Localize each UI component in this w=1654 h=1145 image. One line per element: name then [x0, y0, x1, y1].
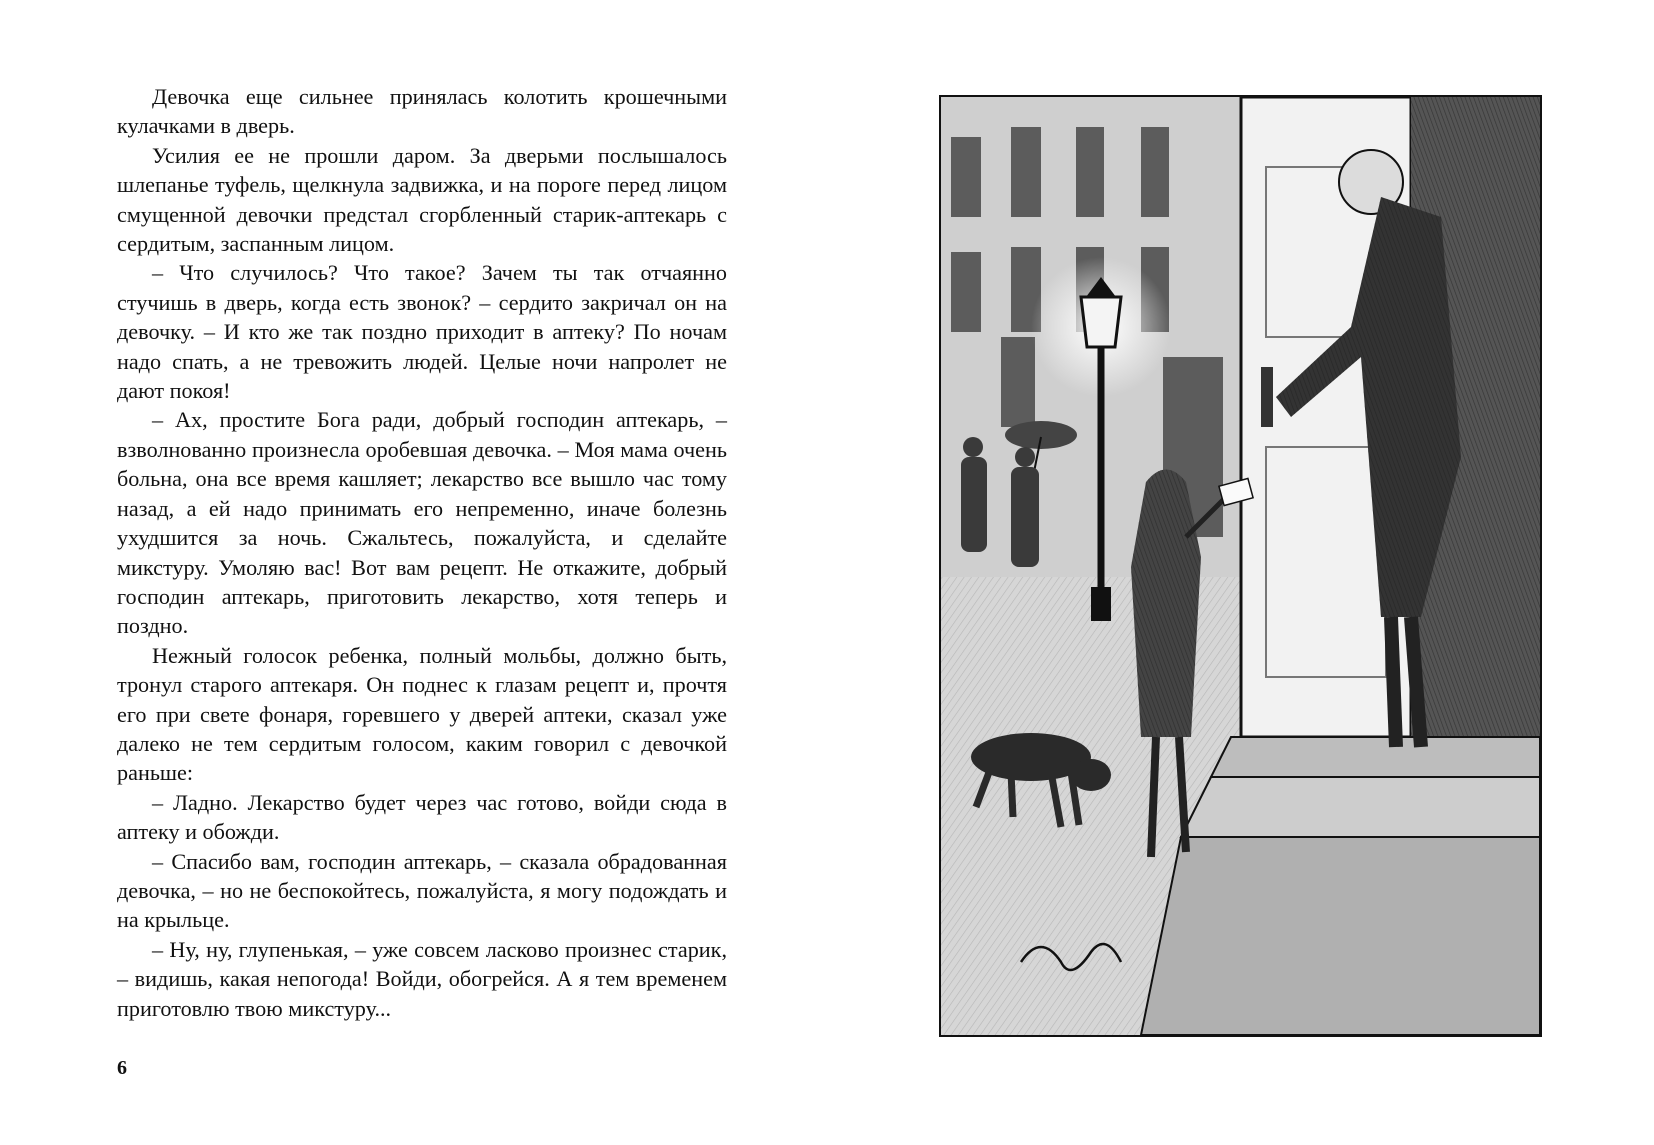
paragraph: Девочка еще сильнее принялась колотить крошечными кулачками в дверь.: [117, 84, 727, 139]
door-handle: [1261, 367, 1273, 427]
paragraph: – Ну, ну, глупенькая, – уже совсем ласково произнес старик, – видишь, какая непогода! Войди, обогрейся. А я тем временем приготовлю твою микстуру...: [117, 936, 727, 1021]
text-column: [117, 82, 727, 1023]
paragraph: – Ах, простите Бога ради, добрый господин аптекарь, – взволнованно произнесла оробевшая девочка. – Моя мама очень больна, она все время кашляет; лекарство все вышло час тому назад, а ей надо принимать его непременно, иначе болезнь ухудшится за ночь. Сжальтесь, пожалуйста, и сделайте микстуру. Умоляю вас! Вот вам рецепт. Не откажите, добрый господин аптекарь, приготовить лекарство, хотя теперь и поздно.: [117, 407, 727, 639]
page-number: 6: [117, 1057, 127, 1079]
paragraph: – Спасибо вам, господин аптекарь, – сказала обрадованная девочка, – но не беспокойтесь, пожалуйста, я могу подождать и на крыльце.: [117, 848, 727, 933]
illustration: [939, 95, 1542, 1037]
paragraph: – Ладно. Лекарство будет через час готово, войди сюда в аптеку и обожди.: [117, 789, 727, 845]
paragraph: – Что случилось? Что такое? Зачем ты так отчаянно стучишь в дверь, когда есть звонок? – сердито закричал он на девочку. – И кто же так поздно приходит в аптеку? По ночам надо спать, а не тревожить людей. Целые ночи напролет не дают покоя!: [117, 260, 727, 404]
paragraph: Усилия ее не прошли даром. За дверьми послышалось шлепанье туфель, щелкнула задвижка, и на пороге перед лицом смущенной девочки предстал сгорбленный старик-аптекарь с сердитым, заспанным лицом.: [117, 142, 727, 257]
engraving: [941, 97, 1540, 1035]
paragraph: Нежный голосок ребенка, полный мольбы, должно быть, тронул старого аптекаря. Он поднес к глазам рецепт и, прочтя его при свете фонаря, горевшего у дверей аптеки, сказал уже далеко не тем сердитым голосом, каким говорил с девочкой раньше:: [117, 642, 727, 786]
